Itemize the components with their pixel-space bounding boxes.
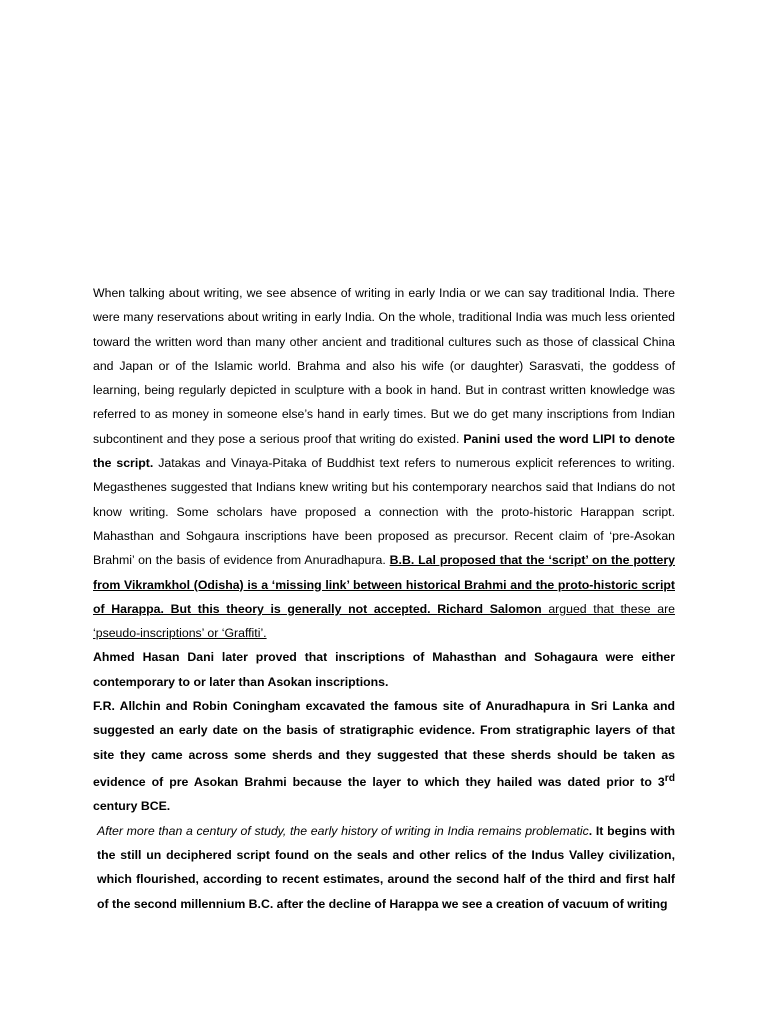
italic-text-run: After more than a century of study, the early history of writing in India remains problematic [97,823,589,838]
text-run: excavated the famous site of Anuradhapura in Sri Lanka and suggested an early date on the basis of stratigraphic evidence. From stratigraphic layers of that site they came across some sherds and they suggested that these sherds should be taken as evidence of pre Asokan Brahmi because the layer to which they hailed was dated prior to 3 [93,699,675,790]
underlined-text-bb-lal: B.B. Lal proposed that the ‘script’ on the pottery from Vikramkhol (Odisha) is a ‘missing link’ between historical Brahmi and the proto-historic script of Harappa. But this theory is generally not accepted. [93,553,675,616]
bold-text-panini: Panini used the word LIPI to denote the script. [93,431,676,471]
underlined-text-richard-salomon: Richard Salomon [437,601,542,616]
paragraph-ahmed-hasan-dani: Ahmed Hasan Dani later proved that inscriptions of Mahasthan and Sohagaura were either contemporary to or later than Asokan inscriptions. [93,650,675,689]
paragraph-allchin-coningham [93,694,675,819]
text-run: . It begins with the still un deciphered script found on the seals and other relics of the Indus Valley civilization, which flourished, according to recent estimates, around the second half of the third and first half of the second millennium B.C. after the decline of Harappa we see a creation of vacuum of writing [97,823,675,911]
underlined-text-pseudo-inscriptions: argued that these are ‘pseudo-inscriptions’ or ‘Graffiti’. [93,601,675,641]
text-run: When talking about writing, we see absence of writing in early India or we can say traditional India. There were many reservations about writing in early India. On the whole, traditional India was much less oriented toward the written word than many other ancient and traditional cultures such as those of classical China and Japan or of the Islamic world. Brahma and also his wife (or daughter) Sarasvati, the goddess of learning, being regularly depicted in sculpture with a book in hand. But in contrast written knowledge was referred to as money in someone else’s hand in early times. But we do get many inscriptions from Indian subcontinent and they pose a serious proof that writing do existed. [93,286,675,446]
superscript-rd: rd [664,772,675,784]
body-text [93,281,675,916]
paragraph-early-history-of-writing [93,819,675,916]
text-run: century BCE. [93,799,171,814]
paragraph-writing-in-early-india [93,281,675,645]
bold-text-allchin-coningham: F.R. Allchin and Robin Coningham [93,699,301,714]
text-run: Jatakas and Vinaya-Pitaka of Buddhist text refers to numerous explicit references to writing. Megasthenes suggested that Indians knew writing but his contemporary nearchos said that Indians do not know writing. Some scholars have proposed a connection with the proto-historic Harappan script. Mahasthan and Sohgaura inscriptions have been proposed as precursor. Recent claim of ‘pre-Asokan Brahmi’ on the basis of evidence from Anuradhapura. [93,456,676,568]
